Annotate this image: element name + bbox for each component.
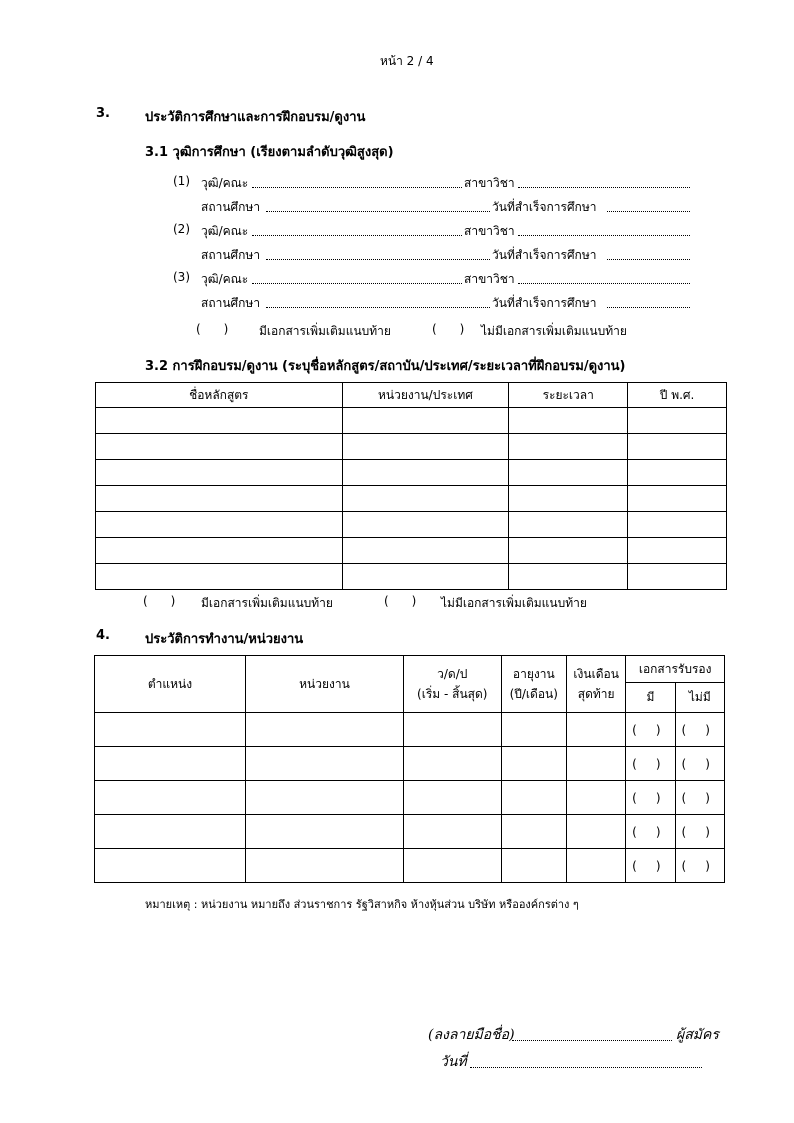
cell[interactable] xyxy=(566,815,625,849)
col-duration: ระยะเวลา xyxy=(509,383,628,408)
cell[interactable] xyxy=(95,713,246,747)
graduation-date-label: วันที่สำเร็จการศึกษา xyxy=(492,248,597,262)
edu-has-docs-label: มีเอกสารเพิ่มเติมแนบท้าย xyxy=(259,324,391,338)
cell[interactable] xyxy=(566,747,625,781)
edu-no-docs-label: ไม่มีเอกสารเพิ่มเติมแนบท้าย xyxy=(481,324,627,338)
entry-index: (3) xyxy=(173,270,190,284)
cert-yes-checkbox[interactable]: ( ) xyxy=(626,815,675,849)
cell[interactable] xyxy=(501,781,566,815)
institution-field[interactable] xyxy=(266,307,490,308)
table-row xyxy=(95,747,725,781)
cell[interactable] xyxy=(95,747,246,781)
degree-label: วุฒิ/คณะ xyxy=(201,272,249,286)
cell[interactable] xyxy=(509,538,628,564)
degree-field[interactable] xyxy=(252,235,462,236)
cell[interactable] xyxy=(403,781,501,815)
sub31-title: 3.1 วุฒิการศึกษา (เรียงตามลำดับวุฒิสูงสุด) xyxy=(145,145,394,160)
cert-no-checkbox[interactable]: ( ) xyxy=(675,713,724,747)
section3-title: ประวัติการศึกษาและการฝึกอบรม/ดูงาน xyxy=(145,110,366,125)
col-tenure-line1: อายุงาน xyxy=(512,667,555,681)
cell[interactable] xyxy=(566,849,625,883)
cell[interactable] xyxy=(509,486,628,512)
table-row xyxy=(96,486,727,512)
table-row xyxy=(96,460,727,486)
work-note: หมายเหตุ : หน่วยงาน หมายถึง ส่วนราชการ รัฐวิสาหกิจ ห้างหุ้นส่วน บริษัท หรือองค์กรต่าง ๆ xyxy=(145,898,579,911)
cell[interactable] xyxy=(509,564,628,590)
cell[interactable] xyxy=(342,486,509,512)
col-year: ปี พ.ศ. xyxy=(628,383,727,408)
cell[interactable] xyxy=(628,512,727,538)
graduation-date-label: วันที่สำเร็จการศึกษา xyxy=(492,200,597,214)
cell[interactable] xyxy=(403,849,501,883)
entry-index: (2) xyxy=(173,222,190,236)
table-row xyxy=(96,564,727,590)
cert-yes-checkbox[interactable]: ( ) xyxy=(626,849,675,883)
table-row xyxy=(96,512,727,538)
cert-no-checkbox[interactable]: ( ) xyxy=(675,781,724,815)
section4-number: 4. xyxy=(96,628,110,643)
cell[interactable] xyxy=(628,564,727,590)
cert-yes-checkbox[interactable]: ( ) xyxy=(626,713,675,747)
cell[interactable] xyxy=(628,538,727,564)
signature-date-label: วันที่ xyxy=(440,1054,467,1070)
cell[interactable] xyxy=(96,564,343,590)
cert-yes-checkbox[interactable]: ( ) xyxy=(626,781,675,815)
cell[interactable] xyxy=(95,781,246,815)
col-dates-line1: ว/ด/ป xyxy=(437,667,468,681)
institution-label: สถานศึกษา xyxy=(201,200,261,214)
cell[interactable] xyxy=(501,747,566,781)
cell[interactable] xyxy=(509,512,628,538)
institution-label: สถานศึกษา xyxy=(201,248,261,262)
table-row xyxy=(96,408,727,434)
cell[interactable] xyxy=(628,408,727,434)
col-certificate: เอกสารรับรอง xyxy=(626,656,725,683)
signature-label: (ลงลายมือชื่อ) xyxy=(428,1027,515,1043)
col-position: ตำแหน่ง xyxy=(95,656,246,713)
cell[interactable] xyxy=(245,849,403,883)
col-salary-line2: สุดท้าย xyxy=(577,687,615,701)
edu-has-docs-checkbox[interactable]: ( ) xyxy=(196,322,229,336)
edu-no-docs-checkbox[interactable]: ( ) xyxy=(432,322,465,336)
cell[interactable] xyxy=(96,408,343,434)
cell[interactable] xyxy=(342,512,509,538)
major-label: สาขาวิชา xyxy=(464,224,515,238)
degree-field[interactable] xyxy=(252,283,462,284)
table-row xyxy=(96,434,727,460)
graduation-date-field[interactable] xyxy=(607,259,690,260)
major-field[interactable] xyxy=(518,235,690,236)
col-tenure xyxy=(501,656,566,713)
col-dates xyxy=(403,656,501,713)
degree-label: วุฒิ/คณะ xyxy=(201,224,249,238)
col-salary-line1: เงินเดือน xyxy=(573,667,619,681)
graduation-date-label: วันที่สำเร็จการศึกษา xyxy=(492,296,597,310)
training-header-row xyxy=(96,383,727,408)
cell[interactable] xyxy=(501,815,566,849)
cert-no-checkbox[interactable]: ( ) xyxy=(675,747,724,781)
work-header-row-1 xyxy=(95,656,725,683)
page-number: หน้า 2 / 4 xyxy=(380,54,434,68)
work-history-table xyxy=(94,655,725,883)
cell[interactable] xyxy=(509,460,628,486)
cell[interactable] xyxy=(95,815,246,849)
cell[interactable] xyxy=(403,747,501,781)
col-cert-yes: มี xyxy=(626,683,675,713)
table-row xyxy=(95,815,725,849)
cell[interactable] xyxy=(245,815,403,849)
cell[interactable] xyxy=(245,781,403,815)
sub32-title: 3.2 การฝึกอบรม/ดูงาน (ระบุชื่อหลักสูตร/สถาบัน/ประเทศ/ระยะเวลาที่ฝึกอบรม/ดูงาน) xyxy=(145,359,626,374)
degree-label: วุฒิ/คณะ xyxy=(201,176,249,190)
cell[interactable] xyxy=(96,512,343,538)
cert-no-checkbox[interactable]: ( ) xyxy=(675,815,724,849)
signature-field[interactable] xyxy=(512,1040,672,1041)
cell[interactable] xyxy=(342,564,509,590)
col-tenure-line2: (ปี/เดือน) xyxy=(509,687,558,701)
cell[interactable] xyxy=(245,713,403,747)
institution-label: สถานศึกษา xyxy=(201,296,261,310)
cell[interactable] xyxy=(566,781,625,815)
cell[interactable] xyxy=(342,434,509,460)
col-salary xyxy=(566,656,625,713)
cell[interactable] xyxy=(342,538,509,564)
graduation-date-field[interactable] xyxy=(607,307,690,308)
cell[interactable] xyxy=(342,408,509,434)
cell[interactable] xyxy=(509,434,628,460)
cell[interactable] xyxy=(95,849,246,883)
cell[interactable] xyxy=(628,460,727,486)
cell[interactable] xyxy=(509,408,628,434)
section4-title: ประวัติการทำงาน/หน่วยงาน xyxy=(145,632,304,647)
institution-field[interactable] xyxy=(266,259,490,260)
col-dates-line2: (เริ่ม - สิ้นสุด) xyxy=(417,687,488,701)
cell[interactable] xyxy=(628,434,727,460)
training-no-docs-checkbox[interactable]: ( ) xyxy=(384,594,417,608)
training-table xyxy=(95,382,727,590)
cert-no-checkbox[interactable]: ( ) xyxy=(675,849,724,883)
cell[interactable] xyxy=(501,713,566,747)
cell[interactable] xyxy=(96,434,343,460)
cell[interactable] xyxy=(96,538,343,564)
applicant-label: ผู้สมัคร xyxy=(676,1027,719,1043)
graduation-date-field[interactable] xyxy=(607,211,690,212)
training-has-docs-checkbox[interactable]: ( ) xyxy=(143,594,176,608)
training-no-docs-label: ไม่มีเอกสารเพิ่มเติมแนบท้าย xyxy=(441,596,587,610)
entry-index: (1) xyxy=(173,174,190,188)
training-has-docs-label: มีเอกสารเพิ่มเติมแนบท้าย xyxy=(201,596,333,610)
cell[interactable] xyxy=(628,486,727,512)
col-cert-no: ไม่มี xyxy=(675,683,724,713)
table-row xyxy=(95,781,725,815)
signature-date-field[interactable] xyxy=(470,1067,702,1068)
col-course-name: ชื่อหลักสูตร xyxy=(96,383,343,408)
cell[interactable] xyxy=(245,747,403,781)
section3-number: 3. xyxy=(96,106,110,121)
cell[interactable] xyxy=(96,486,343,512)
cell[interactable] xyxy=(342,460,509,486)
major-field[interactable] xyxy=(518,283,690,284)
degree-field[interactable] xyxy=(252,187,462,188)
table-row xyxy=(95,713,725,747)
institution-field[interactable] xyxy=(266,211,490,212)
major-label: สาขาวิชา xyxy=(464,272,515,286)
cert-yes-checkbox[interactable]: ( ) xyxy=(626,747,675,781)
col-agency-country: หน่วยงาน/ประเทศ xyxy=(342,383,509,408)
cell[interactable] xyxy=(501,849,566,883)
major-label: สาขาวิชา xyxy=(464,176,515,190)
col-agency: หน่วยงาน xyxy=(245,656,403,713)
cell[interactable] xyxy=(403,815,501,849)
cell[interactable] xyxy=(566,713,625,747)
cell[interactable] xyxy=(96,460,343,486)
table-row xyxy=(95,849,725,883)
cell[interactable] xyxy=(403,713,501,747)
major-field[interactable] xyxy=(518,187,690,188)
table-row xyxy=(96,538,727,564)
